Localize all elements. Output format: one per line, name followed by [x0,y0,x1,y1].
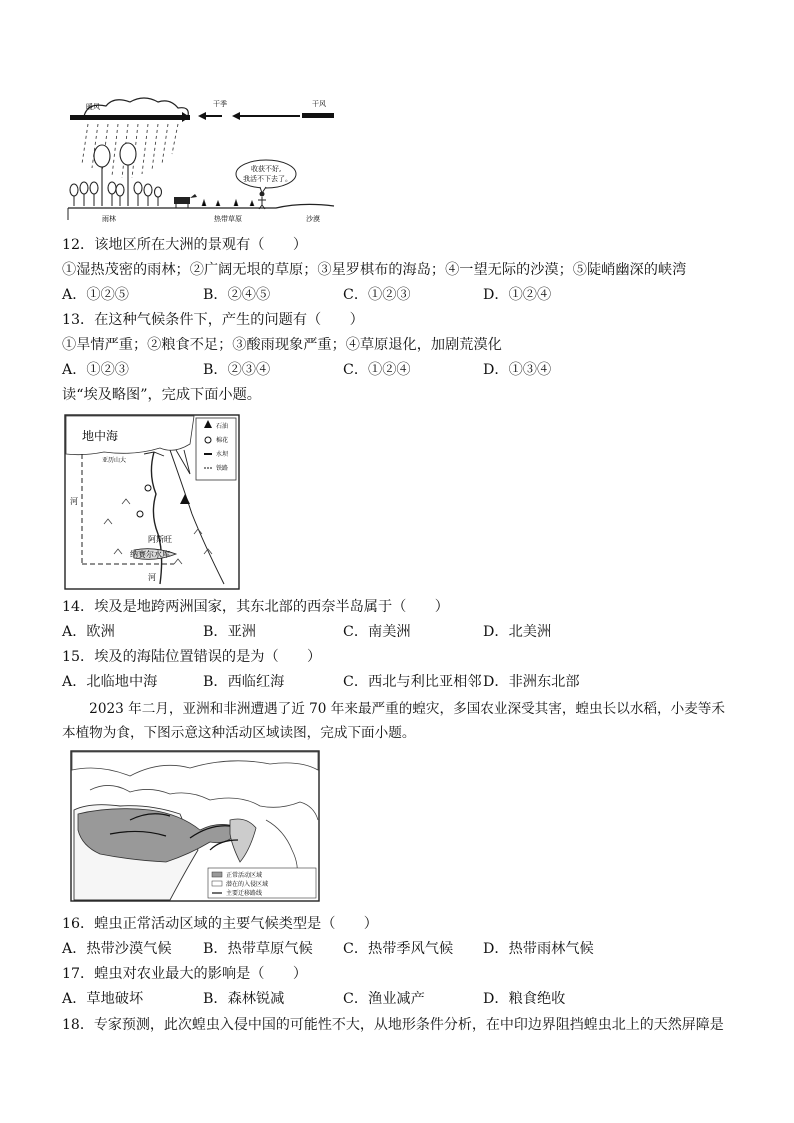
egypt-map [64,414,240,590]
option-b[interactable]: B．西临红海 [203,674,285,690]
option-c[interactable]: C．渔业减产 [343,991,425,1007]
zone-rainforest-label: 雨林 [102,215,116,223]
legend-item-oil: 石油 [216,423,229,430]
dry-wind-label: 干风 [312,100,326,108]
option-c[interactable]: C．西北与利比亚相邻 [343,674,482,690]
option-d[interactable]: D．①②④ [483,287,552,303]
option-b[interactable]: B．②④⑤ [203,287,271,303]
question-16-stem: 16．蝗虫正常活动区域的主要气候类型是（ ） [62,916,378,932]
question-12-stem: 12．该地区所在大洲的景观有（ ） [62,237,308,253]
legend-item-railway: 铁路 [216,465,229,472]
zone-desert-label: 沙漠 [306,215,320,223]
option-b[interactable]: B．②③④ [203,362,271,378]
option-c[interactable]: C．①②③ [343,287,411,303]
legend-potential-area: 潜在的入侵区域 [226,881,269,888]
river-left-label: 河 [70,497,78,506]
option-b[interactable]: B．热带草原气候 [203,941,313,957]
question-12-items: ①湿热茂密的雨林；②广阔无垠的草原；③星罗棋布的海岛；④一望无际的沙漠；⑤陡峭幽深的峡湾 [62,262,687,278]
locust-intro: 2023 年二月，亚洲和非洲遭遇了近 70 年来最严重的蝗灾，多国农业深受其害，蝗虫长以水稻，小麦等禾本植物为食，下图示意这种活动区域读图，完成下面小题。 [62,701,725,741]
legend-migration-route: 主要迁移路线 [226,890,263,897]
warm-wind-label: 暖风 [86,103,100,111]
option-a[interactable]: A．①②⑤ [62,287,129,303]
city-label: 亚历山大 [102,457,127,464]
option-a[interactable]: A．热带沙漠气候 [62,941,172,957]
speech-line-1: 收获不好, [251,165,282,173]
egypt-intro: 读“埃及略图”，完成下面小题。 [62,387,261,403]
option-b[interactable]: B．森林锐减 [203,991,285,1007]
question-14-options [62,623,742,641]
option-d[interactable]: D．非洲东北部 [483,674,580,690]
question-13-stem: 13．在这种气候条件下，产生的问题有（ ） [62,312,364,328]
zone-savanna-label: 热带草原 [214,215,242,223]
option-d[interactable]: D．粮食绝收 [483,991,566,1007]
lake-label: 纳赛尔水库 [130,550,170,559]
option-a[interactable]: A．北临地中海 [62,674,158,690]
option-c[interactable]: C．热带季风气候 [343,941,454,957]
option-a[interactable]: A．①②③ [62,362,129,378]
option-d[interactable]: D．北美洲 [483,624,552,640]
legend-item-cotton: 棉花 [216,437,229,444]
question-18-stem: 18．专家预测，此次蝗虫入侵中国的可能性不大，从地形条件分析，在中印边界阻挡蝗虫北上的天然屏障是 [62,1017,724,1033]
option-a[interactable]: A．草地破坏 [62,991,144,1007]
sea-label: 地中海 [82,429,119,443]
legend-normal-area: 正常活动区域 [226,872,263,879]
legend-item-dam: 水坝 [216,451,229,458]
aswan-label: 阿斯旺 [148,535,172,544]
option-d[interactable]: D．热带雨林气候 [483,941,594,957]
option-c[interactable]: C．南美洲 [343,624,411,640]
speech-line-2: 我活不下去了。 [243,175,292,183]
question-14-stem: 14．埃及是地跨两洲国家，其东北部的西奈半岛属于（ ） [62,599,449,615]
question-12-options [62,286,742,304]
climate-diagram [66,94,338,228]
question-17-options [62,990,742,1008]
river-bottom-label: 河 [148,573,156,582]
option-d[interactable]: D．①③④ [483,362,552,378]
dry-season-label: 干季 [213,100,227,108]
question-15-stem: 15．埃及的海陆位置错误的是为（ ） [62,649,322,665]
question-16-options [62,940,742,958]
question-13-items: ①旱情严重；②粮食不足；③酸雨现象严重；④草原退化，加剧荒漠化 [62,337,502,353]
question-15-options [62,673,742,691]
question-17-stem: 17．蝗虫对农业最大的影响是（ ） [62,966,308,982]
option-b[interactable]: B．亚洲 [203,624,256,640]
question-13-options [62,361,742,379]
option-c[interactable]: C．①②④ [343,362,411,378]
option-a[interactable]: A．欧洲 [62,624,115,640]
locust-map [70,750,320,902]
